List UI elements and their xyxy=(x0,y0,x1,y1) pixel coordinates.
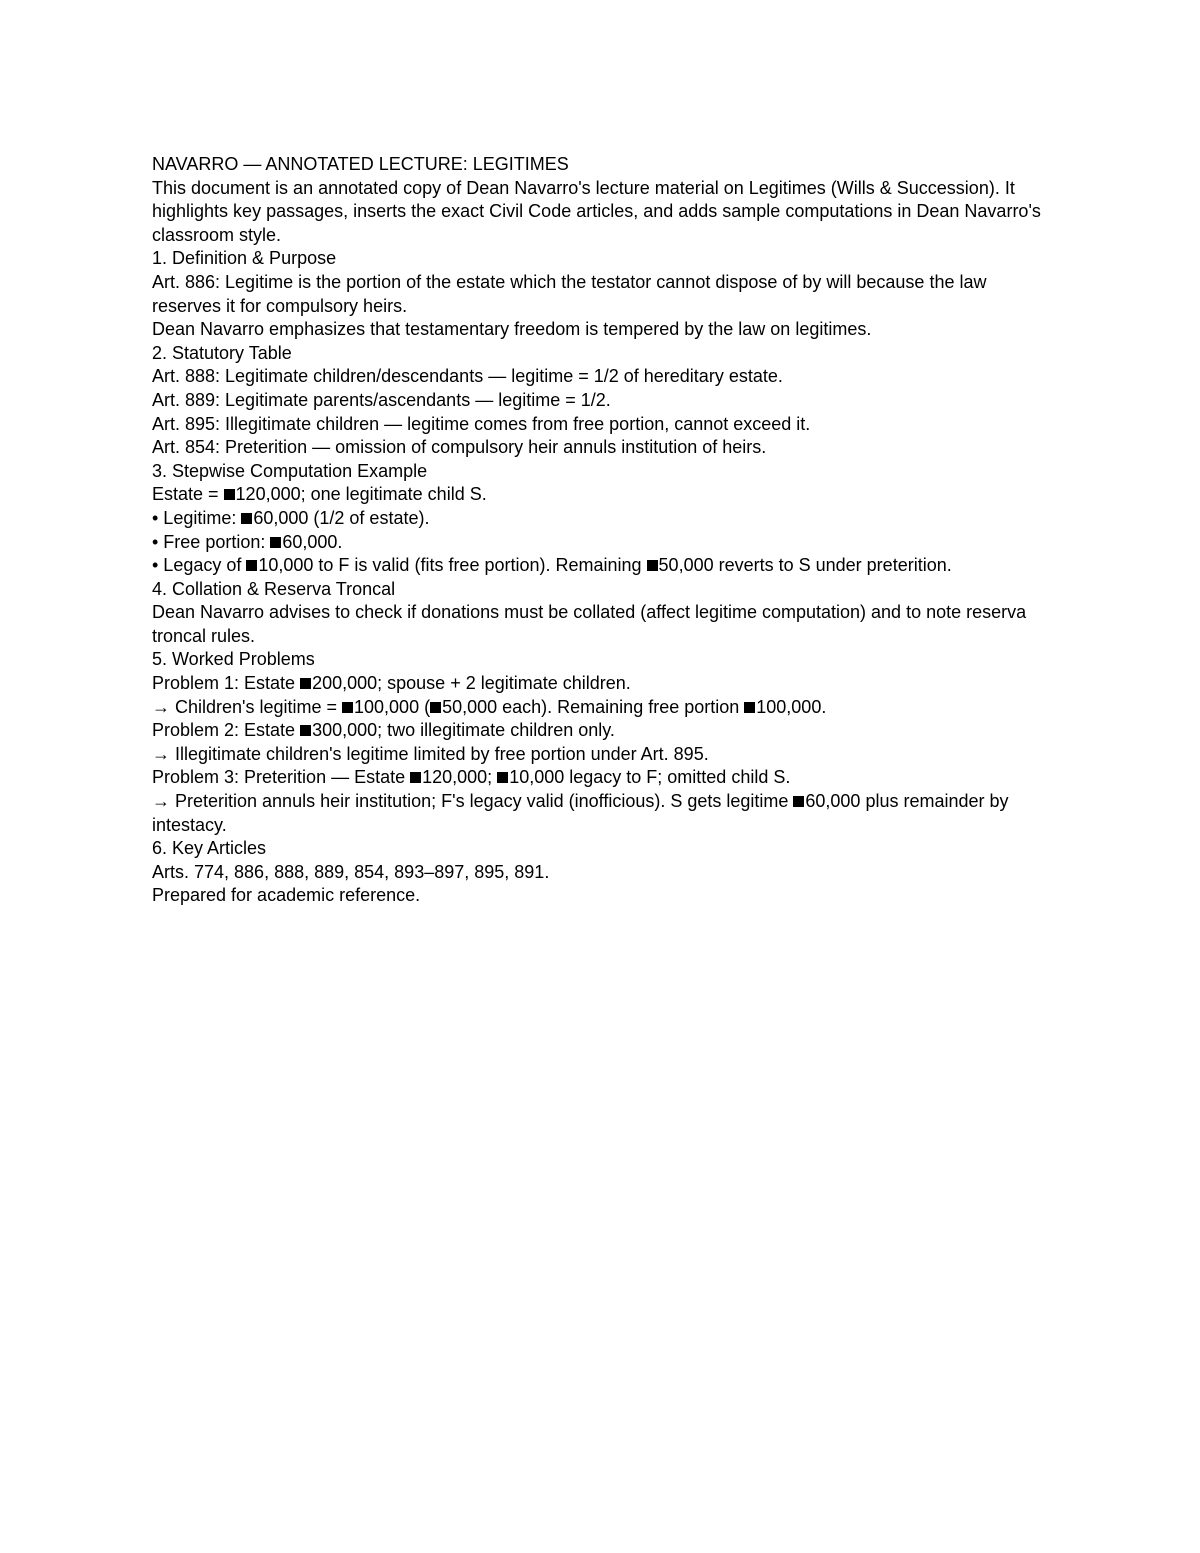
computation-estate: Estate = 120,000; one legitimate child S. xyxy=(152,484,487,505)
section-heading-computation: 3. Stepwise Computation Example xyxy=(152,460,428,481)
currency-glyph-icon xyxy=(300,725,311,736)
currency-glyph-icon xyxy=(744,702,755,713)
currency-glyph-icon xyxy=(270,537,281,548)
problem-3-answer: → Preterition annuls heir institution; F's legacy valid (inofficious). S gets legitime 60,000 plus remainder by intestacy. xyxy=(152,791,1009,835)
currency-glyph-icon xyxy=(793,796,804,807)
currency-glyph-icon xyxy=(497,772,508,783)
section-heading-definition: 1. Definition & Purpose xyxy=(152,248,337,269)
computation-free-portion: • Free portion: 60,000. xyxy=(152,531,343,552)
section-heading-worked-problems: 5. Worked Problems xyxy=(152,649,315,670)
currency-glyph-icon xyxy=(241,513,252,524)
problem-2-answer: → Illegitimate children's legitime limited by free portion under Art. 895. xyxy=(152,743,709,764)
currency-glyph-icon xyxy=(342,702,353,713)
problem-1-answer: → Children's legitime = 100,000 ( 50,000 each). Remaining free portion 100,000. xyxy=(152,696,827,717)
computation-legitime: • Legitime: 60,000 (1/2 of estate). xyxy=(152,507,430,528)
currency-glyph-icon xyxy=(430,702,441,713)
art-895-text: Art. 895: Illegitimate children — legitime comes from free portion, cannot exceed it. xyxy=(152,413,811,434)
section-heading-collation: 4. Collation & Reserva Troncal xyxy=(152,578,396,599)
currency-glyph-icon xyxy=(300,678,311,689)
document-title: NAVARRO — ANNOTATED LECTURE: LEGITIMES xyxy=(152,154,569,174)
problem-1: Problem 1: Estate 200,000; spouse + 2 legitimate children. xyxy=(152,673,631,694)
art-854-text: Art. 854: Preterition — omission of compulsory heir annuls institution of heirs. xyxy=(152,437,767,458)
art-888-text: Art. 888: Legitimate children/descendants — legitime = 1/2 of hereditary estate. xyxy=(152,366,783,387)
currency-glyph-icon xyxy=(410,772,421,783)
art-886-text: Art. 886: Legitime is the portion of the estate which the testator cannot dispose of by will because the law reserves it for compulsory heirs. xyxy=(152,271,987,316)
currency-glyph-icon xyxy=(647,560,658,571)
section-heading-key-articles: 6. Key Articles xyxy=(152,838,267,859)
problem-3: Problem 3: Preterition — Estate 120,000; 10,000 legacy to F; omitted child S. xyxy=(152,767,791,788)
intro-paragraph: This document is an annotated copy of Dean Navarro's lecture material on Legitimes (Wills & Succession). It highlights key passages, inserts the exact Civil Code articles, and adds sample computations in Dean Navarro's classroom style. xyxy=(152,177,1041,245)
document-body xyxy=(152,153,1052,908)
key-articles-list: Arts. 774, 886, 888, 889, 854, 893–897, 895, 891. xyxy=(152,861,550,882)
currency-glyph-icon xyxy=(224,489,235,500)
currency-glyph-icon xyxy=(246,560,257,571)
collation-text: Dean Navarro advises to check if donations must be collated (affect legitime computation) and to note reserva troncal rules. xyxy=(152,602,1027,646)
art-889-text: Art. 889: Legitimate parents/ascendants — legitime = 1/2. xyxy=(152,389,611,410)
navarro-note: Dean Navarro emphasizes that testamentary freedom is tempered by the law on legitimes. xyxy=(152,319,872,340)
section-heading-statutory-table: 2. Statutory Table xyxy=(152,342,292,363)
computation-legacy: • Legacy of 10,000 to F is valid (fits free portion). Remaining 50,000 reverts to S under preterition. xyxy=(152,555,952,576)
problem-2: Problem 2: Estate 300,000; two illegitimate children only. xyxy=(152,720,615,741)
footer-note: Prepared for academic reference. xyxy=(152,885,421,906)
